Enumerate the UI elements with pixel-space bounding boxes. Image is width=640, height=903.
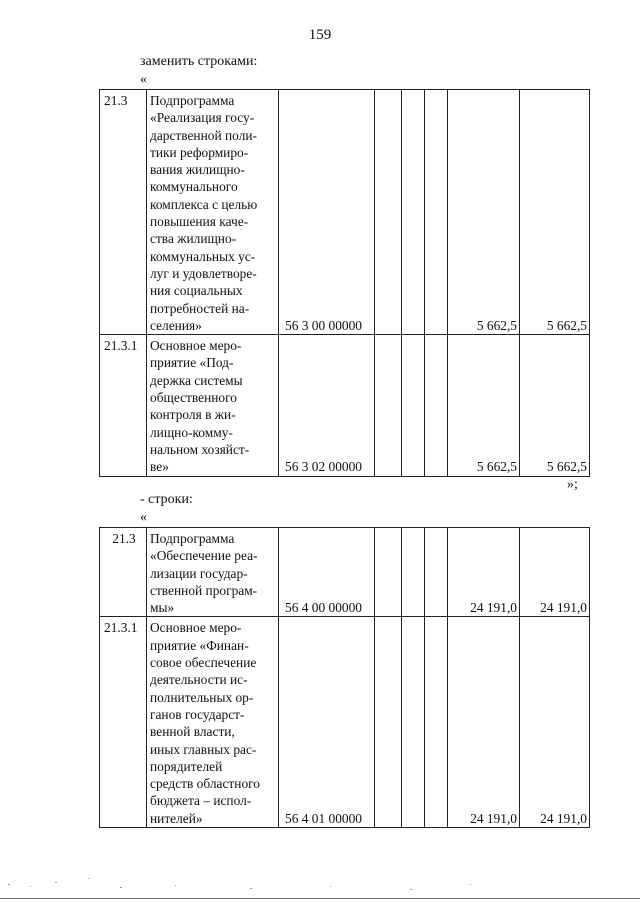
budget-code: 56 3 00 00000 [279,90,375,335]
amount-cell: 24 191,0 [520,617,590,828]
table-row [100,617,590,828]
empty-cell [375,90,402,335]
caption-rows: - строки: [140,492,193,507]
empty-cell [375,617,402,828]
opening-quote: « [140,72,147,87]
empty-cell [402,90,425,335]
empty-cell [402,528,425,617]
amount-cell: 24 191,0 [448,528,520,617]
table-row [100,335,590,476]
amount-cell: 5 662,5 [520,335,590,476]
row-name: Подпрограмма «Обеспечение реа- лизации государ- ственной програм- мы» [147,528,279,617]
empty-cell [425,617,448,828]
empty-cell [425,335,448,476]
row-name: Основное меро- приятие «Под- держка системы общественного контроля в жи- лищно-комму- нальном хозяйст- ве» [147,335,279,476]
caption-replace-with-rows: заменить строками: [140,54,258,69]
table-row [100,90,590,335]
row-name: Основное меро- приятие «Финан- совое обеспечение деятельности ис- полнительных ор- ганов государст- венной власти, иных главных рас- порядителей средств областного бюджета – испол- нителей» [147,617,279,828]
amount-cell: 24 191,0 [520,528,590,617]
empty-cell [375,528,402,617]
empty-cell [375,335,402,476]
amount-cell: 5 662,5 [448,90,520,335]
amount-cell: 5 662,5 [448,335,520,476]
row-number: 21.3 [100,90,147,335]
empty-cell [425,90,448,335]
empty-cell [402,335,425,476]
amount-cell: 24 191,0 [448,617,520,828]
amount-cell: 5 662,5 [520,90,590,335]
row-number: 21.3.1 [100,617,147,828]
table-row [100,528,590,617]
bottom-edge-line [0,898,640,899]
row-number: 21.3.1 [100,335,147,476]
empty-cell [402,617,425,828]
opening-quote: « [140,510,147,525]
scan-specks [0,870,640,895]
row-number: 21.3 [100,528,147,617]
page-number: 159 [308,27,332,43]
budget-code: 56 4 01 00000 [279,617,375,828]
budget-table-new-rows [99,89,590,477]
budget-code: 56 4 00 00000 [279,528,375,617]
budget-code: 56 3 02 00000 [279,335,375,476]
closing-quote: »; [567,477,578,492]
row-name: Подпрограмма «Реализация госу- дарственной поли- тики реформиро- вания жилищно- коммунального комплекса с целью повышения каче- ства жилищно- коммунальных ус- луг и удовлетворе- ния социальных потребностей на- селения» [147,90,279,335]
empty-cell [425,528,448,617]
budget-table-old-rows [99,527,590,828]
